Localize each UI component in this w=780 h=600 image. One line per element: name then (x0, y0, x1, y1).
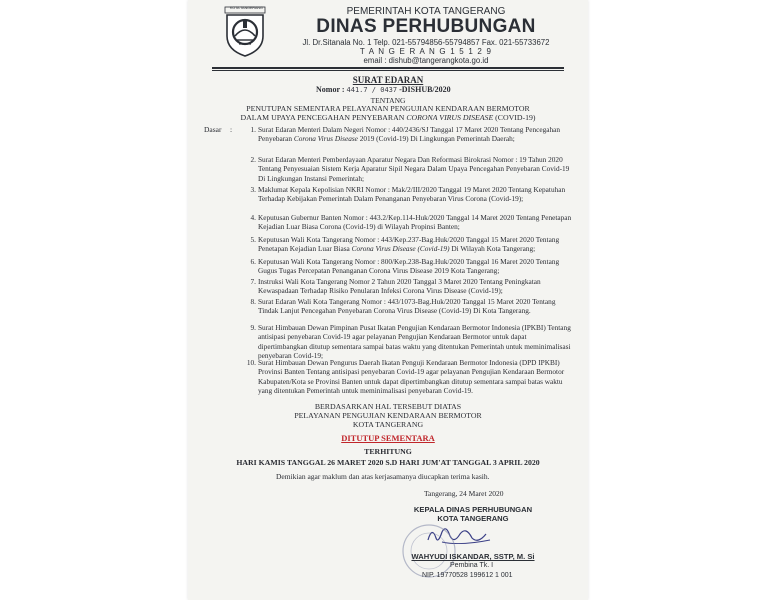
government-name: PEMERINTAH KOTA TANGERANG (346, 6, 506, 17)
decision-line-2: PELAYANAN PENGUJIAN KENDARAAN BERMOTOR (294, 411, 482, 420)
handwritten-number: 441.7 / 0437 (346, 86, 398, 94)
signatory-title-1: KEPALA DINAS PERHUBUNGAN (413, 505, 533, 514)
signatory-name: WAHYUDI ISKANDAR, SSTP, M. Si (411, 552, 535, 561)
agency-city: T A N G E R A N G 1 5 1 2 9 (359, 47, 493, 56)
letter-page: KOTA TANGERANG PEMERINTAH KOTA TANGERANG DINAS PERHUBUNGAN Jl. Dr.Sitanala No. 1 Telp. 021-55794856-55794857 Fax. 021-55733672 T A N G E R A N G 1 5 1 2 9 email : dishub@tangerangkota.go.id SURAT EDARAN Nomor : 441.7 / 0437 -DISHUB/2020 TENTANG PENUTUPAN SEMENTARA PELAYANAN PENGUJIAN KENDARAAN BERMOTOR DALAM UPAYA PENCEGAHAN PENYEBARAN CORONA VIRUS DISEASE (COVID-19) Dasar : 1. Surat Edaran Menteri Dalam Negeri Nomor : 440/2436/SJ Tanggal 17 Maret 2020 Tentang Pencegahan Penyebaran Corona Virus Disease 2019 (Covid-19) Di Lingkungan Pemerintah Daerah; 2. Surat Edaran Menteri Pemberdayaan Aparatur Negara Dan Reformasi Birokrasi Nomor : 19 Tahun 2020 Tentang Penyesuaian Sistem Kerja Aparatur Sipil Negara Dalam Upaya Pencegahan Penyebaran Covid-19 Di Lingkungan Instansi Pemerintah; 3. Maklumat Kepala Kepolisian NKRI Nomor : Mak/2/III/2020 Tanggal 19 Maret 2020 Tentang Kepatuhan Terhadap Kebijakan Pemerintah Dalam Penanganan Penyebaran Virus Corona (Covid-19); 4. Keputusan Gubernur Banten Nomor : 443.2/Kep.114-Huk/2020 Tanggal 14 Maret 2020 Tentang Penetapan Kejadian Luar Biasa Corona (Covid-19) di Wilayah Propinsi Banten; 5. Keputusan Wali Kota Tangerang Nomor : 443/Kep.237-Bag.Huk/2020 Tanggal 15 Maret 2020 Tentang Penetapan Kejadian Luar Biasa Corona Virus Disease (Covid-19) Di Wilayah Kota Tangerang; 6. Keputusan Wali Kota Tangerang Nomor : 800/Kep.238-Bag.Huk/2020 Tanggal 16 Maret 2020 Tentang Gugus Tugas Percepatan Penanganan Corona Virus Disease 2019 Kota Tangerang; 7. Instruksi Wali Kota Tangerang Nomor 2 Tahun 2020 Tanggal 3 Maret 2020 Tentang Peningkatan Kewaspadaan Terhadap Risiko Penularan Infeksi Corona Virus Disease (Covid-19); 8. Surat Edaran Wali Kota Tangerang Nomor : 443/1073-Bag.Huk/2020 Tanggal 15 Maret 2020 Tentang Tindak Lanjut Pencegahan Penyebaran Corona Virus Disease (Covid-19) Di Kota Tangerang. 9. Surat Himbauan Dewan Pimpinan Pusat Ikatan Pengujian Kendaraan Bermotor Indonesia (IPKBI) Tentang antisipasi penyebaran Covid-19 agar pelayanan Pengujian Kendaraan Bermotor untuk dapat dipertimbangkan ditutup sementara sampai batas waktu yang ditentukan Pemerintah untuk meminimalisasi penyebaran Covid-19; 10. Surat Himbauan Dewan Pengurus Daerah Ikatan Penguji Kendaraan Bermotor Indonesia (DPD IPKBI) Provinsi Banten Tentang antisipasi penyebaran Covid-19 agar pelayanan Pengujian Kendaraan Bermotor Kabupaten/Kota se Provinsi Banten untuk dapat dipertimbangkan ditutup sementara sampai batas waktu yang ditentukan Pemerintah untuk meminimalisasi penyebaran Covid-19. BERDASARKAN HAL TERSEBUT DIATAS PELAYANAN PENGUJIAN KENDARAAN BERMOTOR KOTA TANGERANG DITUTUP SEMENTARA TERHITUNG HARI KAMIS TANGGAL 26 MARET 2020 S.D HARI JUM'AT TANGGAL 3 APRIL 2020 Demikian agar maklum dan atas kerjasamanya diucapkan terima kasih. Tangerang, 24 Maret 2020 KEPALA DINAS PERHUBUNGAN KOTA TANGERANG WAHYUDI ISKANDAR, SSTP, M. Si Pembina Tk. I NIP. 19770528 199612 1 001 (188, 0, 588, 600)
signatory-title-2: KOTA TANGERANG (437, 514, 509, 523)
closure-period: HARI KAMIS TANGGAL 26 MARET 2020 S.D HARI JUM'AT TANGGAL 3 APRIL 2020 (236, 458, 540, 467)
subject-line-2: DALAM UPAYA PENCEGAHAN PENYEBARAN CORONA VIRUS DISEASE (COVID-19) (240, 113, 536, 122)
subject-line-1: PENUTUPAN SEMENTARA PELAYANAN PENGUJIAN KENDARAAN BERMOTOR (246, 104, 530, 113)
closed-notice: DITUTUP SEMENTARA (341, 433, 435, 443)
agency-name: DINAS PERHUBUNGAN (316, 16, 536, 37)
basis-colon: : (230, 125, 233, 134)
place-date: Tangerang, 24 Maret 2020 (424, 489, 504, 498)
letter-number: Nomor : 441.7 / 0437 -DISHUB/2020 (316, 85, 451, 94)
signatory-nip: NIP. 19770528 199612 1 001 (422, 572, 513, 579)
counted-label: TERHITUNG (364, 447, 412, 456)
letter-title: SURAT EDARAN (352, 75, 424, 85)
closing-note: Demikian agar maklum dan atas kerjasamanya diucapkan terima kasih. (276, 472, 490, 481)
emblem-label: KOTA TANGERANG (230, 6, 263, 10)
basis-label: Dasar (204, 125, 222, 134)
city-emblem-icon (224, 6, 266, 58)
decision-line-1: BERDASARKAN HAL TERSEBUT DIATAS (314, 402, 462, 411)
letterhead-rule-thick (212, 67, 564, 69)
signatory-rank: Pembina Tk. I (450, 562, 494, 569)
agency-email: email : dishub@tangerangkota.go.id (363, 56, 489, 65)
decision-line-3: KOTA TANGERANG (352, 420, 424, 429)
letterhead-rule-thin (212, 70, 564, 71)
agency-address: Jl. Dr.Sitanala No. 1 Telp. 021-55794856-55794857 Fax. 021-55733672 (302, 38, 550, 47)
subject-label: TENTANG (370, 96, 406, 105)
